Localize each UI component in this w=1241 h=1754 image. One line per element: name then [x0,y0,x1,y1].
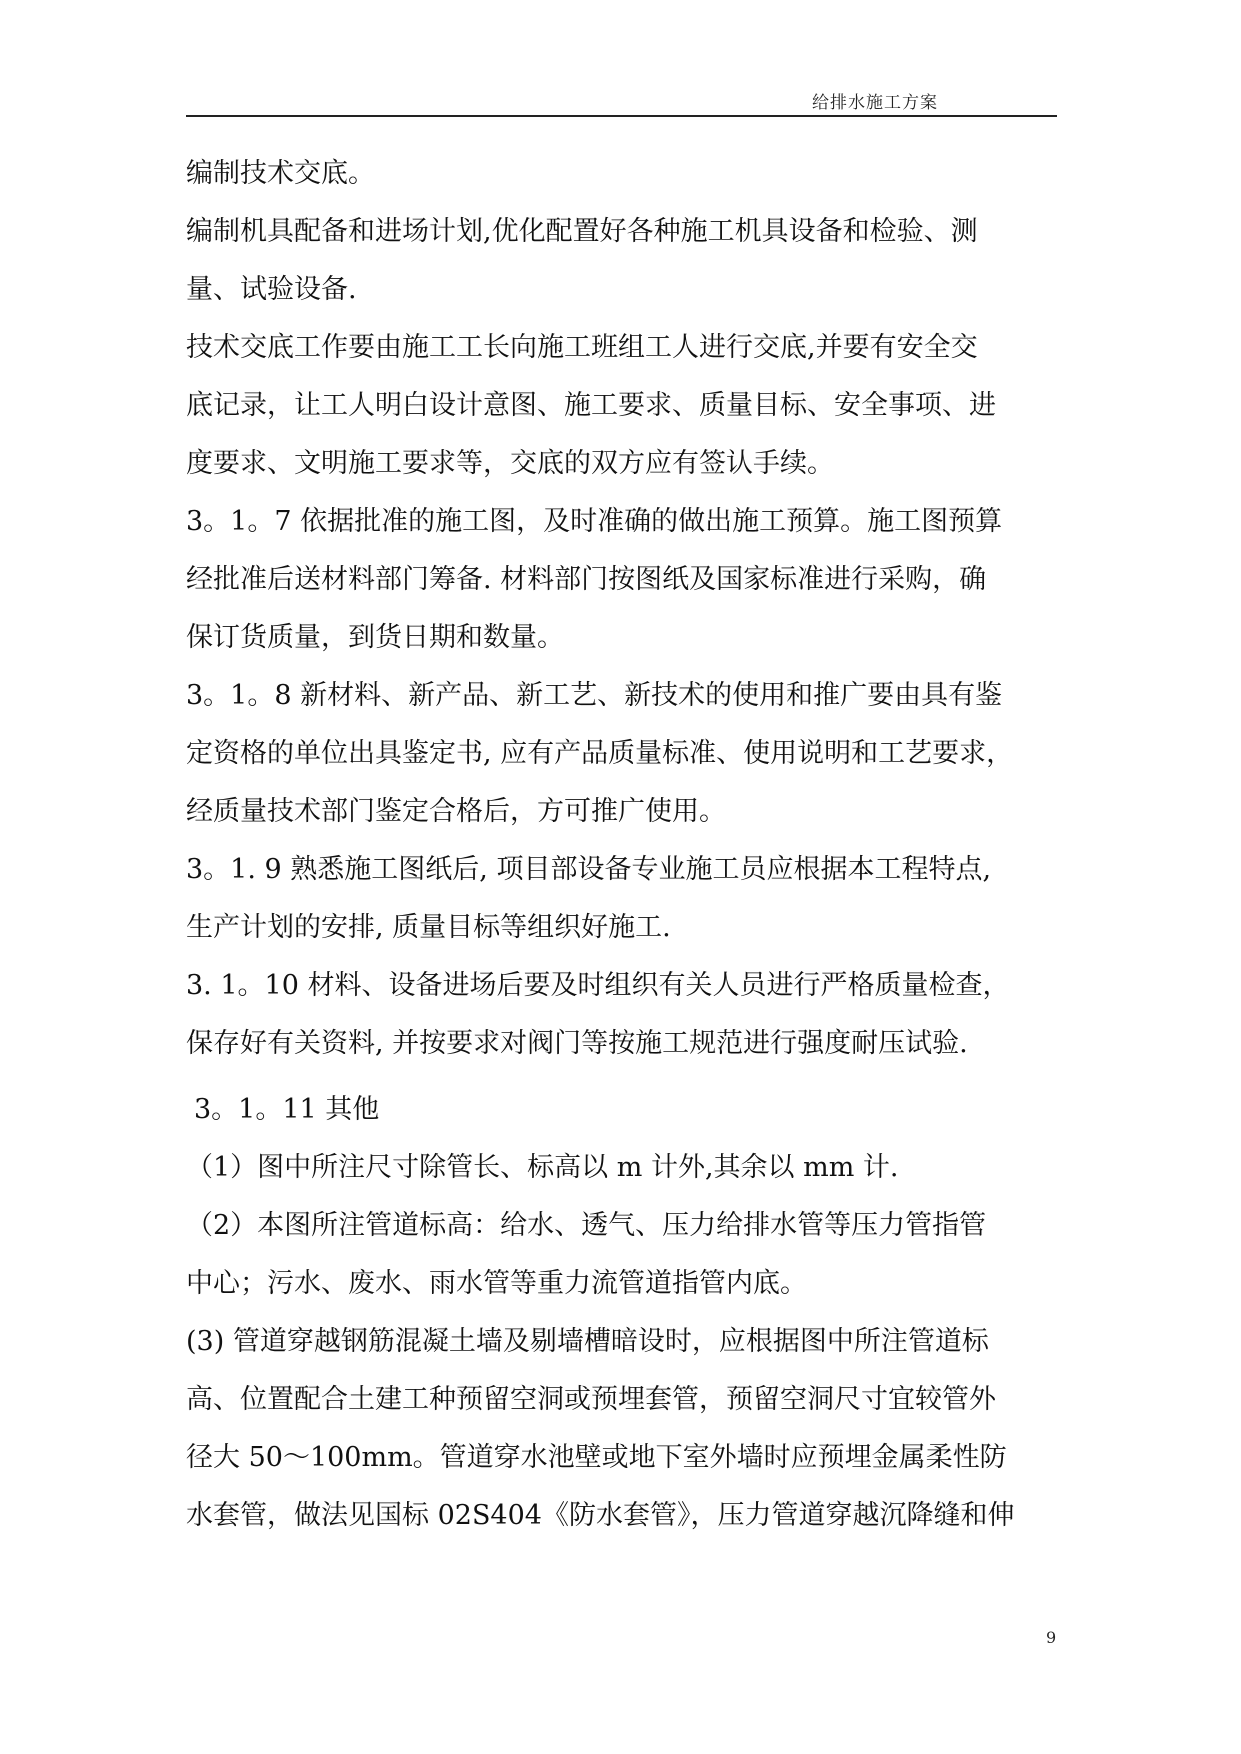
text-line: 3. 1。10 材料、设备进场后要及时组织有关人员进行严格质量检查， [186,970,1010,1001]
text-line: 经质量技术部门鉴定合格后，方可推广使用。 [186,796,726,827]
text-line: 度要求、文明施工要求等，交底的双方应有签认手续。 [186,448,834,479]
body-text [186,145,1058,1545]
text-line: 编制技术交底。 [186,158,375,189]
text-line: 底记录，让工人明白设计意图、施工要求、质量目标、安全事项、进 [186,390,996,421]
text-line: 技术交底工作要由施工工长向施工班组工人进行交底,并要有安全交 [186,332,978,363]
text-line: 保存好有关资料, 并按要求对阀门等按施工规范进行强度耐压试验. [186,1028,968,1059]
section-heading: 3。1。11 其他 [194,1094,380,1125]
text-line: 生产计划的安排, 质量目标等组织好施工. [186,912,671,943]
text-line: (3) 管道穿越钢筋混凝土墙及剔墙槽暗设时，应根据图中所注管道标 [186,1326,989,1357]
text-line: 3。1。8 新材料、新产品、新工艺、新技术的使用和推广要由具有鉴 [186,680,1003,711]
page-number: 9 [1046,1628,1057,1647]
text-line: 量、试验设备. [186,274,357,305]
text-line: 径大 50～100mm。管道穿水池壁或地下室外墙时应预埋金属柔性防 [186,1442,1007,1473]
text-line: 编制机具配备和进场计划,优化配置好各种施工机具设备和检验、测 [186,216,978,247]
header-title: 给排水施工方案 [812,93,938,113]
text-line: 3。1. 9 熟悉施工图纸后, 项目部设备专业施工员应根据本工程特点, [186,854,992,885]
text-line: 中心；污水、废水、雨水管等重力流管道指管内底。 [186,1268,807,1299]
header-divider [186,115,1057,117]
text-line: 3。1。7 依据批准的施工图，及时准确的做出施工预算。施工图预算 [186,506,1003,537]
text-line: 高、位置配合土建工种预留空洞或预埋套管，预留空洞尺寸宜较管外 [186,1384,996,1415]
text-line: 水套管，做法见国标 02S404《防水套管》，压力管道穿越沉降缝和伸 [186,1500,1015,1531]
paragraph-gap [186,1073,1058,1081]
text-line: 保订货质量，到货日期和数量。 [186,622,564,653]
text-line: 经批准后送材料部门筹备. 材料部门按图纸及国家标准进行采购，确 [186,564,987,595]
text-line: 定资格的单位出具鉴定书, 应有产品质量标准、使用说明和工艺要求， [186,738,1014,769]
text-line: （2）本图所注管道标高：给水、透气、压力给排水管等压力管指管 [186,1210,987,1241]
text-line: （1）图中所注尺寸除管长、标高以 m 计外,其余以 mm 计. [186,1152,899,1183]
